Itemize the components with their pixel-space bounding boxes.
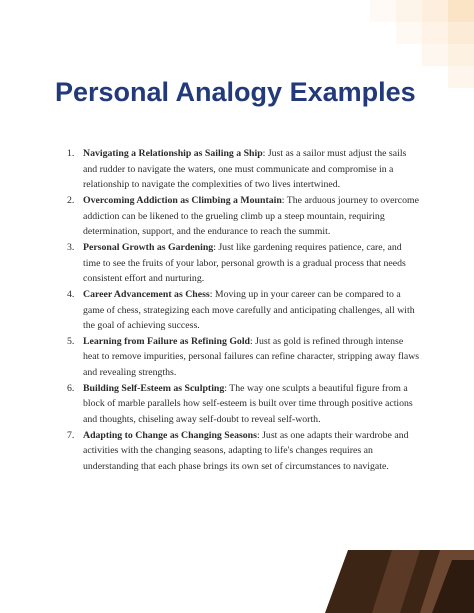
list-item [55, 287, 420, 334]
deco-tile [422, 44, 448, 66]
deco-tile [448, 44, 474, 66]
item-text: : Just as gold is refined through intense heat to remove impurities, personal failures can refine character, stripping away flaws and revealing strengths. [83, 335, 420, 379]
item-number: 2. [67, 194, 75, 206]
item-heading: Overcoming Addiction as Climbing a Mountain [83, 194, 282, 206]
deco-tile [448, 0, 474, 22]
item-heading: Navigating a Relationship as Sailing a Ship [83, 148, 263, 159]
list-item [55, 381, 420, 428]
list-item [55, 428, 420, 475]
deco-shape-mid [372, 550, 420, 613]
deco-tile [370, 0, 396, 22]
deco-shape-dark [325, 550, 474, 613]
page-title: Personal Analogy Examples [55, 77, 416, 107]
item-heading: Learning from Failure as Refining Gold [83, 335, 251, 347]
list-item [55, 240, 420, 287]
deco-tile [422, 0, 448, 22]
item-number: 3. [67, 241, 75, 253]
list-item [55, 334, 420, 381]
deco-shape-darkest [432, 560, 474, 613]
item-text: : The way one sculpts a beautiful figure from a block of marble parallels how self-esteem is built over time through positive actions and thoughts, chiseling away self-doubt to reveal self-worth. [83, 382, 413, 426]
item-text: : Just as a sailor must adjust the sails and rudder to navigate the waters, one must communicate and compromise in a relationship to navigate the complexities of two lives intertwined. [83, 148, 407, 191]
item-number: 6. [67, 382, 75, 394]
deco-tile [422, 22, 448, 44]
deco-tile [396, 0, 422, 22]
item-text: : Moving up in your career can be compared to a game of chess, strategizing each move carefully and anticipating challenges, all with the goal of achieving success. [83, 288, 415, 332]
item-number: 1. [67, 148, 75, 159]
item-text: : Just like gardening requires patience, care, and time to see the fruits of your labor, personal growth is a gradual process that needs consistent effort and nurturing. [83, 241, 406, 285]
item-text: : Just as one adapts their wardrobe and activities with the changing seasons, adapting to life's changes requires an understanding that each phase brings its own set of circumstances to navigate. [83, 429, 409, 472]
item-number: 4. [67, 288, 75, 300]
item-heading: Building Self-Esteem as Sculpting [83, 382, 225, 394]
item-number: 5. [67, 335, 75, 347]
item-heading: Adapting to Change as Changing Seasons [83, 429, 257, 441]
list-item [55, 193, 420, 240]
deco-tile [448, 22, 474, 44]
deco-tile [448, 66, 474, 88]
item-heading: Career Advancement as Chess [83, 288, 210, 300]
deco-tile [396, 22, 422, 44]
item-text: : The arduous journey to overcome addiction can be likened to the grueling climb up a steep mountain, requiring determination, support, and the endurance to reach the summit. [83, 194, 419, 238]
analogy-list [55, 146, 420, 475]
item-number: 7. [67, 429, 75, 441]
deco-shape-light [420, 550, 474, 613]
list-item [55, 146, 420, 193]
item-heading: Personal Growth as Gardening [83, 241, 214, 253]
